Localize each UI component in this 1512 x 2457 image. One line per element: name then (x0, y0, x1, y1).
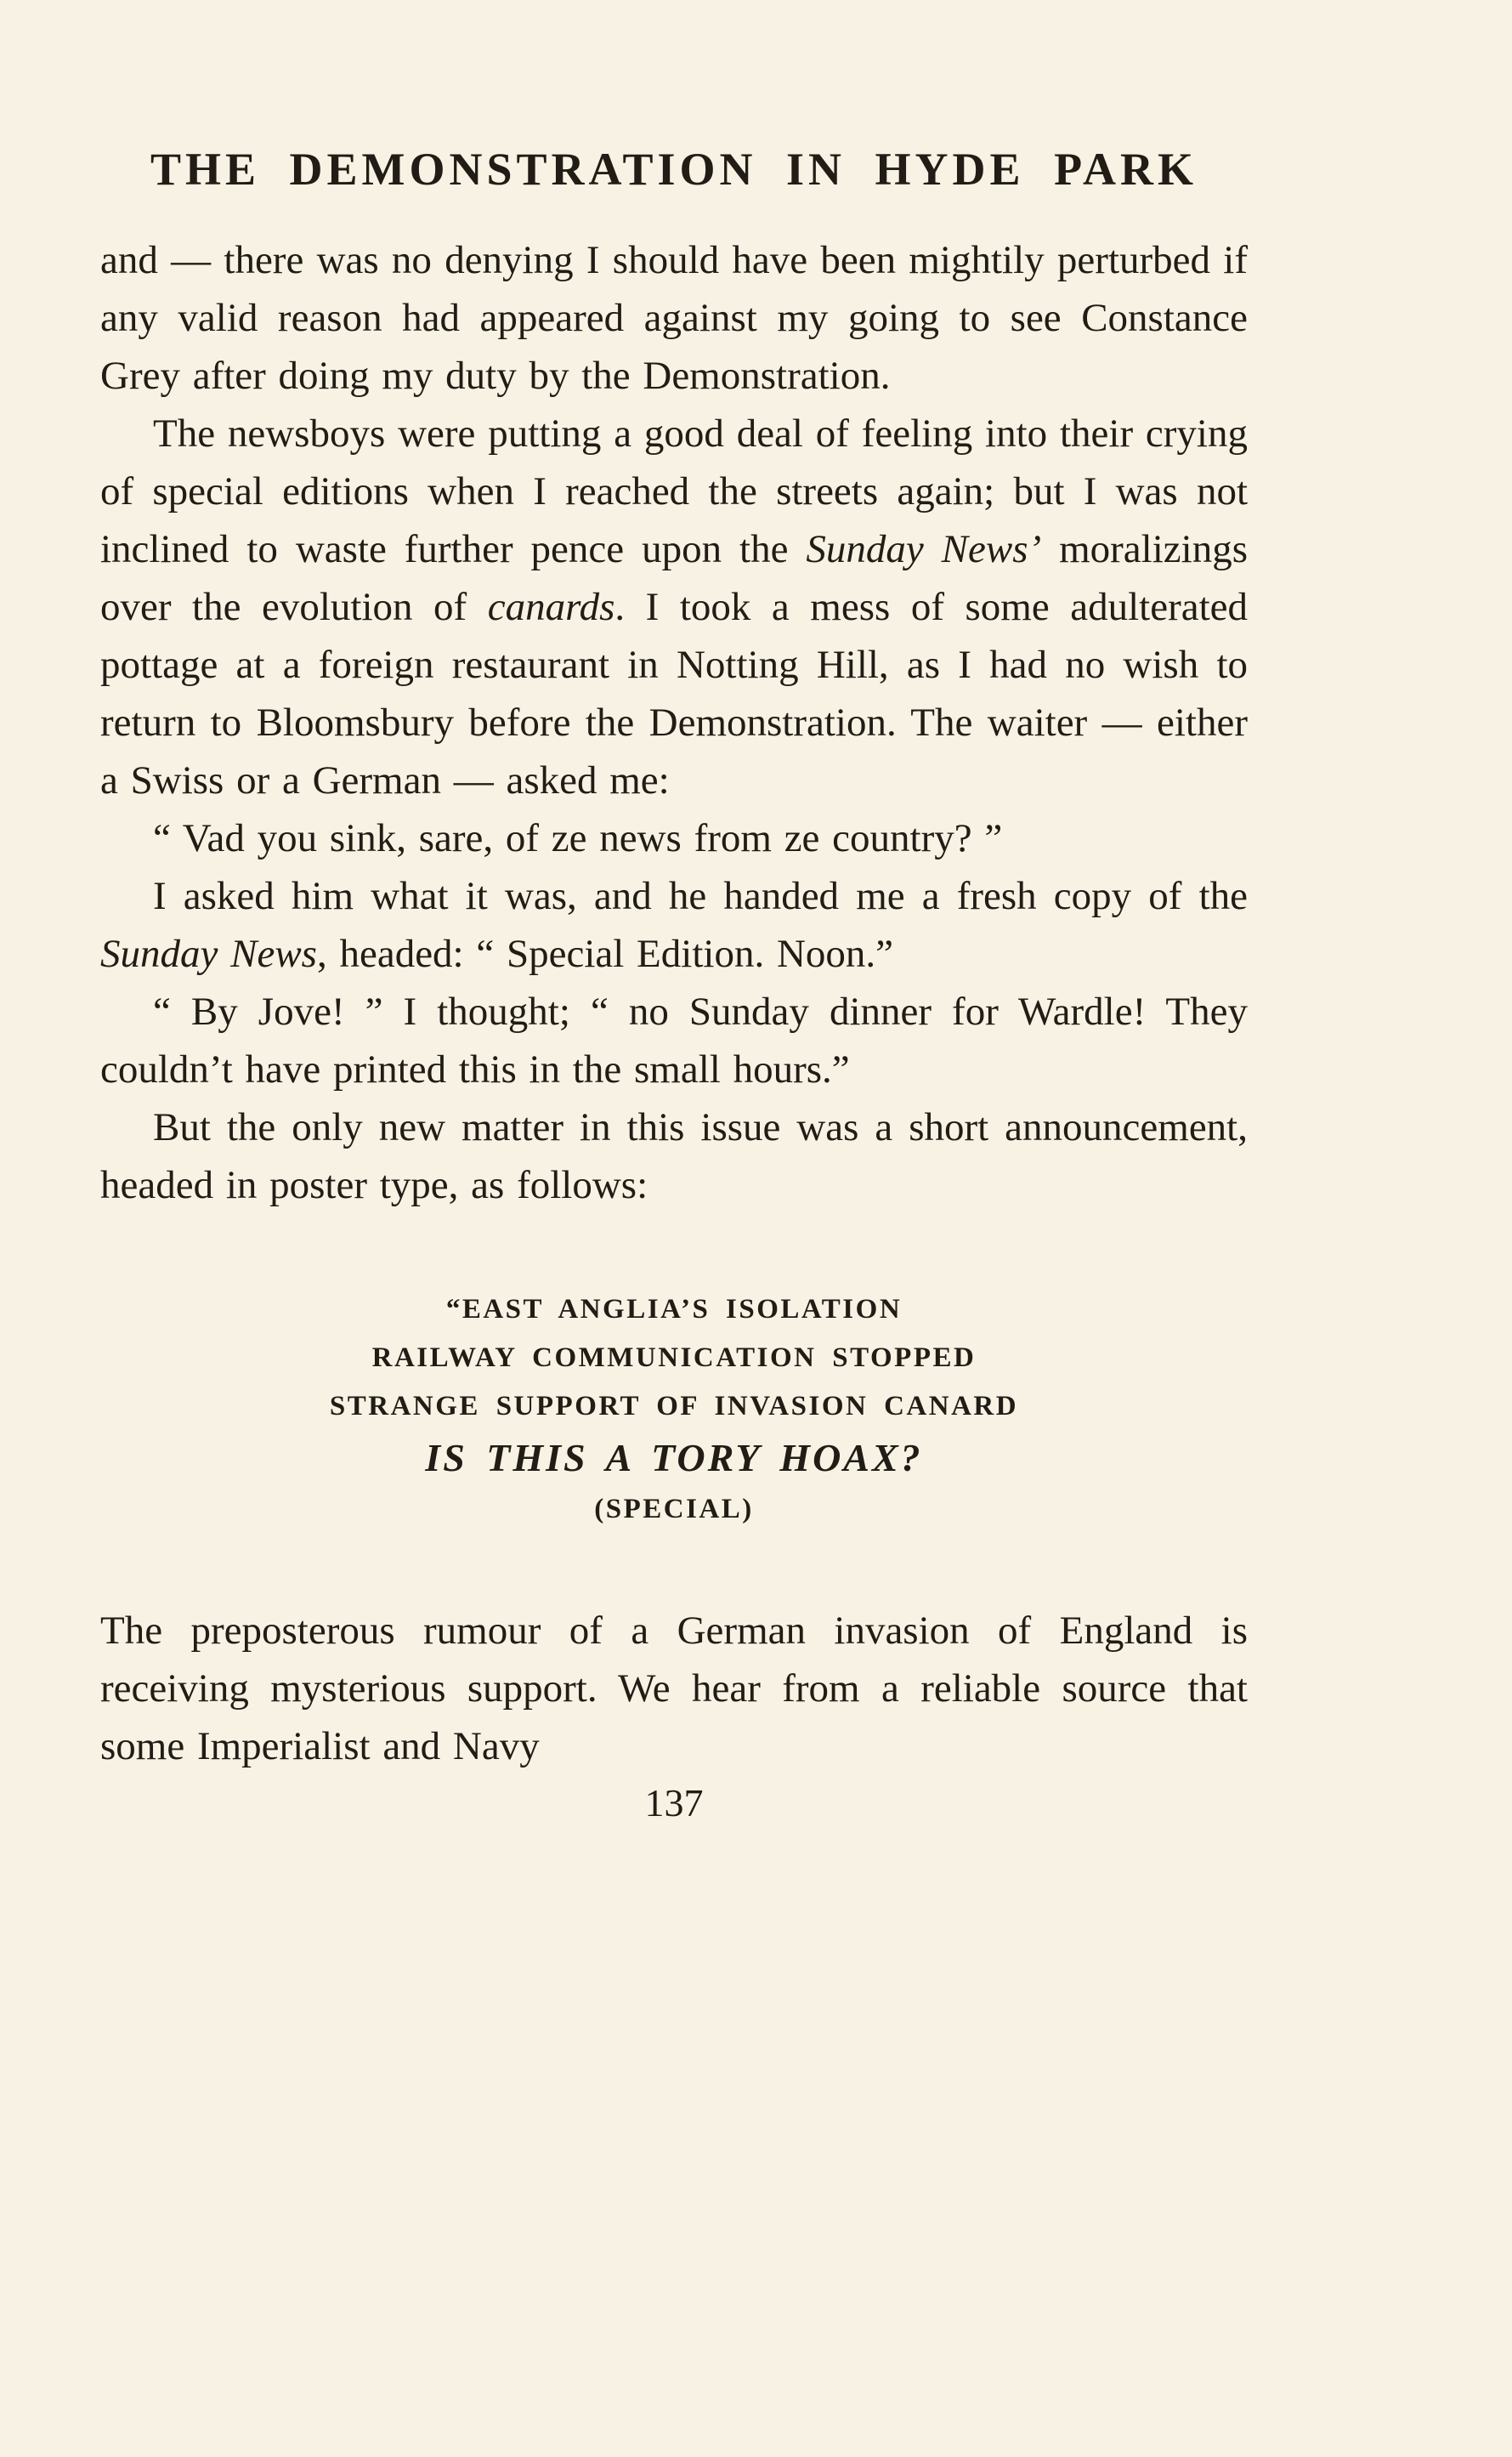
page-number: 137 (644, 1781, 704, 1824)
paragraph (100, 867, 1248, 983)
italic-text-segment: canards (487, 585, 615, 629)
announcement-headline: IS THIS A TORY HOAX? (425, 1436, 923, 1479)
announcement-line-5: (SPECIAL) (594, 1494, 754, 1524)
body-paragraphs (100, 231, 1248, 1214)
chapter-running-title: THE DEMONSTRATION IN HYDE PARK (150, 144, 1198, 195)
paragraph (100, 405, 1248, 809)
text-segment: “ Vad you sink, sare, of ze news from ze country? ” (153, 816, 1003, 860)
closing-paragraphs (100, 1602, 1248, 1775)
text-segment: . I took a mess of some adulterated pottage at a foreign restaurant in Notting Hill, as I had no wish to return to Bloomsbury before the Demonstration. The waiter — either a Swiss or a German — asked me: (100, 585, 1248, 803)
text-segment: moralizings over the evolution of (100, 527, 1248, 629)
text-segment: and — there was no denying I should have been mightily perturbed if any valid reason had appeared against my going to see Constance Grey after doing my duty by the Demonstration. (100, 238, 1248, 398)
newspaper-announcement (100, 1285, 1248, 1534)
paragraph (100, 231, 1248, 405)
italic-text-segment: Sunday News (100, 932, 317, 976)
paragraph (100, 1098, 1248, 1214)
text-segment: I asked him what it was, and he handed me a fresh copy of the (153, 874, 1248, 918)
announcement-line-3: STRANGE SUPPORT OF INVASION CANARD (329, 1391, 1019, 1421)
text-segment: The preposterous rumour of a German invasion of England is receiving mysterious support. We hear from a reliable source that some Imperialist and Navy (100, 1609, 1248, 1768)
paragraph (100, 983, 1248, 1098)
text-block (100, 143, 1248, 1825)
text-segment: , headed: “ Special Edition. Noon.” (316, 932, 893, 976)
paragraph (100, 809, 1248, 867)
paragraph (100, 1602, 1248, 1775)
announcement-line-1: “EAST ANGLIA’S ISOLATION (445, 1294, 903, 1325)
text-segment: The newsboys were putting a good deal of feeling into their crying of special editions when I reached the streets again; but I was not inclined to waste further pence upon the (100, 411, 1248, 571)
italic-text-segment: Sunday News’ (806, 527, 1042, 571)
text-segment: But the only new matter in this issue was a short announcement, headed in poster type, as follows: (100, 1105, 1248, 1207)
text-segment: “ By Jove! ” I thought; “ no Sunday dinner for Wardle! They couldn’t have printed this in the small hours.” (100, 990, 1248, 1092)
announcement-line-2: RAILWAY COMMUNICATION STOPPED (371, 1342, 977, 1373)
